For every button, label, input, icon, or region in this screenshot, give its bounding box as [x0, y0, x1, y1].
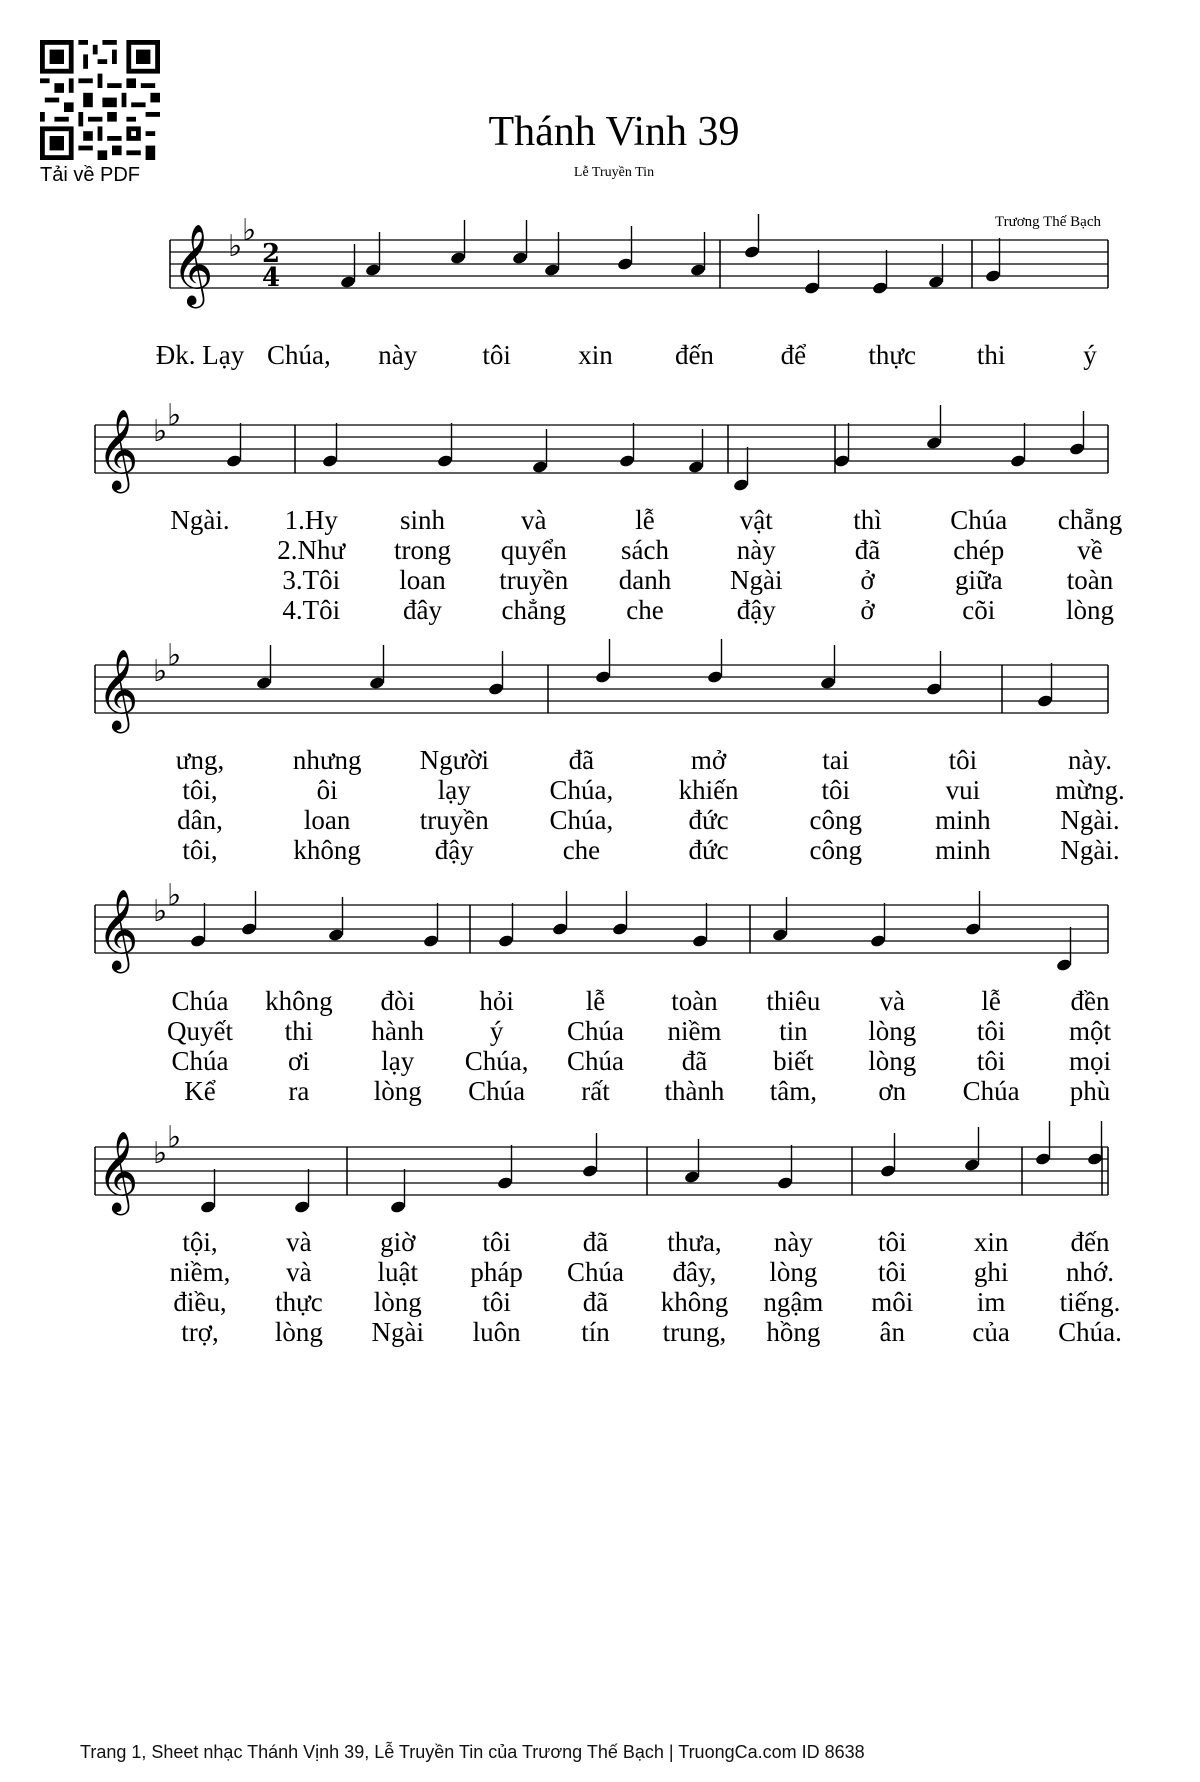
lyric-syllable: Ngài.	[1060, 835, 1120, 865]
lyric-syllable: biết	[773, 1046, 814, 1076]
lyric-syllable: ở	[860, 595, 875, 625]
lyric-syllable: và	[879, 986, 905, 1016]
flat-icon: ♭	[153, 894, 168, 929]
lyric-syllable: tai	[822, 745, 850, 775]
lyric-syllable: tiếng.	[1059, 1287, 1121, 1317]
lyric-syllable: và	[286, 1227, 312, 1257]
lyric-syllable: Chúa,	[464, 1046, 529, 1076]
lyric-syllable: minh	[935, 835, 991, 865]
lyric-syllable: đây	[403, 595, 442, 625]
lyric-syllable: lòng	[769, 1257, 818, 1287]
flat-icon: ♭	[228, 229, 243, 264]
lyric-syllable: để	[780, 340, 807, 370]
lyric-syllable: che	[626, 595, 664, 625]
lyric-syllable: này.	[1068, 745, 1112, 775]
lyric-syllable: loan	[303, 805, 351, 835]
lyric-line	[0, 535, 1200, 565]
lyric-syllable: toàn	[671, 986, 718, 1016]
lyric-syllable: minh	[935, 805, 991, 835]
lyric-syllable: điều,	[173, 1287, 227, 1317]
lyric-syllable: công	[809, 805, 862, 835]
lyric-syllable: ý	[1083, 340, 1097, 370]
lyric-syllable: lòng	[274, 1317, 323, 1347]
treble-clef-icon: 𝄞	[97, 1130, 139, 1212]
lyric-syllable: ý	[489, 1016, 504, 1046]
lyric-syllable: giữa	[954, 565, 1003, 595]
lyric-syllable: toàn	[1066, 565, 1114, 595]
lyric-syllable: Chúa	[950, 505, 1008, 535]
lyric-syllable: mở	[690, 745, 727, 775]
lyric-syllable: Ngài	[730, 565, 783, 595]
lyric-syllable: 3.Tôi	[282, 565, 341, 595]
lyric-syllable: ơn	[878, 1076, 907, 1106]
lyric-syllable: danh	[618, 565, 672, 595]
lyric-syllable: Ngài.	[170, 505, 230, 535]
lyric-syllable: đã	[582, 1287, 609, 1317]
lyric-syllable: tôi,	[182, 775, 218, 805]
lyric-syllable: chẵng	[1057, 505, 1123, 535]
flat-icon: ♭	[167, 638, 182, 673]
lyric-syllable: thực	[868, 340, 917, 370]
lyric-syllable: vật	[739, 505, 773, 535]
lyric-syllable: trợ,	[181, 1317, 219, 1347]
lyric-syllable: lòng	[373, 1076, 422, 1106]
lyric-syllable: tôi	[482, 1287, 511, 1317]
lyric-syllable: niềm,	[169, 1257, 231, 1287]
lyric-syllable: tôi,	[182, 835, 218, 865]
treble-clef-icon: 𝄞	[97, 888, 139, 970]
lyric-syllable: trong	[394, 535, 451, 565]
lyric-syllable: một	[1068, 1016, 1112, 1046]
lyric-syllable: này	[736, 535, 776, 565]
lyric-syllable: Chúa	[171, 1046, 229, 1076]
lyric-syllable: tôi	[482, 340, 511, 370]
lyric-syllable: lễ	[585, 986, 606, 1016]
lyric-syllable: Người	[419, 745, 489, 775]
time-signature-top: 2	[262, 239, 281, 269]
flat-icon: ♭	[167, 1120, 182, 1155]
lyric-syllable: lạy	[437, 775, 471, 805]
lyric-syllable: ngậm	[763, 1287, 824, 1317]
lyric-syllable: thưa,	[667, 1227, 722, 1257]
lyric-syllable: Chúa	[567, 1016, 625, 1046]
lyric-syllable: môi	[871, 1287, 914, 1317]
lyric-line	[0, 986, 1200, 1016]
lyric-syllable: im	[976, 1287, 1006, 1317]
lyric-syllable: ở	[860, 565, 875, 595]
lyric-syllable: Chúa,	[549, 775, 614, 805]
lyric-syllable: lạy	[381, 1046, 415, 1076]
lyric-syllable: lễ	[981, 986, 1001, 1016]
lyric-syllable: Chúa,	[549, 805, 614, 835]
lyric-syllable: đây,	[672, 1257, 717, 1287]
lyric-syllable: dân,	[177, 805, 223, 835]
treble-clef-icon: 𝄞	[172, 223, 214, 305]
lyric-syllable: này	[773, 1227, 813, 1257]
flat-icon: ♭	[153, 1136, 168, 1171]
lyric-syllable: Chúa	[567, 1046, 625, 1076]
lyric-syllable: Ngài	[371, 1317, 425, 1347]
lyric-line	[0, 1287, 1200, 1317]
lyric-syllable: không	[660, 1287, 729, 1317]
page-footer: Trang 1, Sheet nhạc Thánh Vịnh 39, Lễ Truyền Tin của Trương Thế Bạch | TruongCa.com ID 8638	[80, 1742, 865, 1762]
flat-icon: ♭	[242, 213, 257, 248]
lyric-line	[0, 835, 1200, 865]
lyric-syllable: lễ	[635, 505, 655, 535]
lyric-syllable: giờ	[380, 1227, 416, 1257]
download-pdf-link[interactable]: Tải về PDF	[40, 164, 141, 186]
lyric-syllable: 2.Như	[277, 535, 346, 565]
lyric-syllable: công	[809, 835, 862, 865]
lyric-syllable: tin	[779, 1016, 808, 1046]
lyric-syllable: pháp	[470, 1257, 523, 1287]
time-signature-bottom: 4	[262, 263, 281, 293]
lyric-syllable: thì	[853, 505, 882, 535]
lyric-syllable: đã	[568, 745, 595, 775]
lyric-syllable: xin	[973, 1227, 1009, 1257]
song-title: Thánh Vinh 39	[488, 109, 740, 155]
lyric-syllable: lòng	[1065, 595, 1115, 625]
lyric-line	[0, 1076, 1200, 1106]
lyric-syllable: lòng	[373, 1287, 422, 1317]
flat-icon: ♭	[153, 654, 168, 689]
lyric-syllable: phù	[1069, 1076, 1111, 1106]
lyric-syllable: mọi	[1068, 1046, 1112, 1076]
lyric-line	[0, 1317, 1200, 1347]
treble-clef-icon: 𝄞	[97, 408, 139, 490]
lyric-syllable: tôi	[821, 775, 850, 805]
lyric-syllable: đức	[688, 805, 729, 835]
lyric-syllable: đậy	[736, 595, 776, 625]
lyric-syllable: vui	[945, 775, 981, 805]
lyric-syllable: niềm	[667, 1016, 722, 1046]
lyric-syllable: Chúa.	[1058, 1317, 1122, 1347]
treble-clef-icon: 𝄞	[97, 648, 139, 730]
lyric-syllable: ôi	[316, 775, 338, 805]
lyric-line	[0, 1016, 1200, 1046]
lyric-syllable: không	[293, 835, 361, 865]
lyric-line	[0, 1046, 1200, 1076]
lyric-syllable: ưng,	[175, 745, 225, 775]
flat-icon: ♭	[167, 878, 182, 913]
lyric-syllable: quyển	[500, 535, 567, 565]
lyric-syllable: ghi	[973, 1257, 1009, 1287]
lyric-syllable: đã	[854, 535, 881, 565]
staff-lines	[95, 1147, 1108, 1195]
lyric-syllable: và	[521, 505, 547, 535]
lyric-syllable: khiến	[678, 775, 739, 805]
staff-lines	[95, 425, 1108, 473]
lyric-syllable: đòi	[380, 986, 416, 1016]
lyric-syllable: xin	[578, 340, 613, 370]
music-staff-system-1	[0, 213, 1200, 350]
lyric-syllable: sinh	[399, 505, 446, 535]
lyric-syllable: ân	[879, 1317, 905, 1347]
lyric-syllable: hồng	[766, 1317, 821, 1347]
lyric-syllable: đã	[582, 1227, 609, 1257]
staff-lines	[170, 240, 1108, 288]
lyric-syllable: sách	[621, 535, 669, 565]
lyric-syllable: loan	[399, 565, 446, 595]
lyric-syllable: tôi	[948, 745, 978, 775]
lyric-syllable: tín	[581, 1317, 610, 1347]
lyric-syllable: tôi	[976, 1046, 1006, 1076]
lyric-syllable: tôi	[877, 1227, 907, 1257]
lyric-line	[0, 505, 1200, 535]
lyric-line	[0, 1227, 1200, 1257]
lyric-syllable: truyền	[499, 565, 569, 595]
lyric-syllable: thiêu	[766, 986, 821, 1016]
lyric-syllable: tôi	[877, 1257, 907, 1287]
song-subtitle: Lễ Truyền Tin	[573, 165, 655, 180]
lyric-line	[0, 1257, 1200, 1287]
lyric-syllable: Chúa	[962, 1076, 1020, 1106]
lyric-syllable: hỏi	[479, 986, 514, 1016]
lyric-syllable: chép	[953, 535, 1005, 565]
lyric-syllable: luôn	[472, 1317, 521, 1347]
lyric-syllable: Chúa,	[267, 340, 331, 370]
lyric-syllable: tôi	[482, 1227, 511, 1257]
lyric-syllable: đức	[688, 835, 729, 865]
lyric-syllable: này	[378, 340, 418, 370]
lyric-syllable: đậy	[434, 835, 474, 865]
lyric-syllable: 4.Tôi	[282, 595, 341, 625]
lyric-syllable: luật	[377, 1257, 419, 1287]
lyric-syllable: cõi	[962, 595, 996, 625]
lyric-line	[0, 565, 1200, 595]
lyric-syllable: thực	[275, 1287, 323, 1317]
lyric-syllable: thi	[976, 340, 1006, 370]
lyric-syllable: tâm,	[769, 1076, 817, 1106]
lyric-syllable: lòng	[868, 1016, 917, 1046]
lyric-syllable: lòng	[868, 1046, 917, 1076]
lyric-syllable: về	[1077, 535, 1103, 565]
lyric-syllable: Kể	[184, 1076, 216, 1106]
lyric-syllable: Quyết	[167, 1016, 233, 1046]
lyric-syllable: che	[562, 835, 601, 865]
composer-name: Trương Thế Bạch	[994, 214, 1101, 230]
lyric-syllable: đã	[681, 1046, 708, 1076]
lyric-syllable: nhớ.	[1065, 1257, 1115, 1287]
lyric-syllable: mừng.	[1055, 775, 1125, 805]
lyric-syllable: đền	[1070, 986, 1110, 1016]
lyric-syllable: thi	[284, 1016, 314, 1046]
lyric-syllable: truyền	[419, 805, 489, 835]
lyric-syllable: hành	[371, 1016, 425, 1046]
lyric-syllable: đến	[1070, 1227, 1110, 1257]
lyric-syllable: Chúa	[567, 1257, 625, 1287]
flat-icon: ♭	[167, 398, 182, 433]
staff-lines	[95, 665, 1108, 713]
lyric-line	[0, 595, 1200, 625]
lyric-syllable: không	[265, 986, 333, 1016]
lyric-syllable: của	[972, 1317, 1010, 1347]
lyric-line	[0, 775, 1200, 805]
lyric-syllable: tội,	[182, 1227, 218, 1257]
lyric-syllable: ơi	[287, 1046, 310, 1076]
lyric-syllable: Đk. Lạy	[155, 340, 245, 370]
lyric-syllable: đến	[674, 340, 714, 370]
lyric-syllable: và	[286, 1257, 312, 1287]
lyric-syllable: nhưng	[292, 745, 362, 775]
lyric-syllable: trung,	[662, 1317, 727, 1347]
lyric-line	[0, 745, 1200, 775]
lyric-syllable: thành	[664, 1076, 725, 1106]
lyric-syllable: tôi	[976, 1016, 1006, 1046]
lyric-syllable: ra	[288, 1076, 310, 1106]
lyric-line	[0, 805, 1200, 835]
lyric-syllable: Chúa	[171, 986, 229, 1016]
lyric-line	[0, 340, 1200, 370]
lyric-syllable: chẳng	[501, 595, 566, 625]
flat-icon: ♭	[153, 414, 168, 449]
lyric-syllable: Chúa	[468, 1076, 526, 1106]
lyric-syllable: Ngài.	[1060, 805, 1120, 835]
lyric-syllable: 1.Hy	[284, 505, 338, 535]
lyric-syllable: rất	[581, 1076, 610, 1106]
